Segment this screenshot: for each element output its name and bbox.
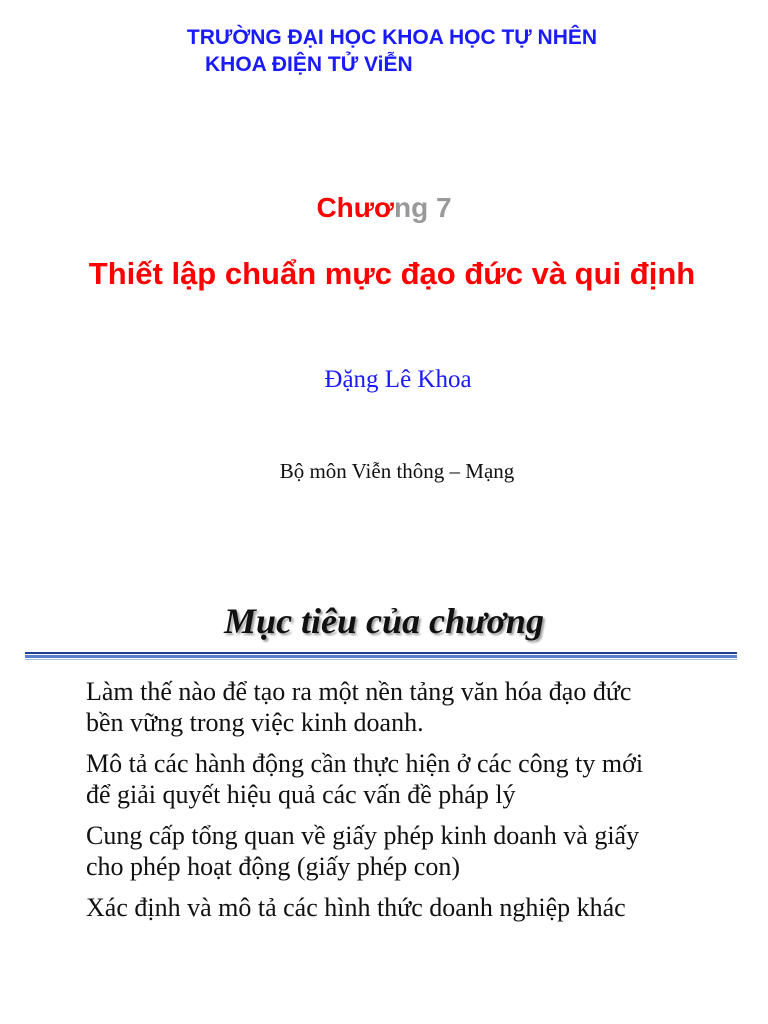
list-item-line: Mô tả các hành động cần thực hiện ở các công ty mới <box>86 749 644 778</box>
chapter-heading-part-a: Chươ <box>316 192 394 223</box>
list-item-line: Làm thế nào để tạo ra một nền tảng văn hóa đạo đức <box>86 677 632 706</box>
faculty-name: KHOA ĐIỆN TỬ ViỄN <box>205 53 413 76</box>
list-item-line: Cung cấp tổng quan về giấy phép kinh doanh và giấy <box>86 821 640 850</box>
university-name: TRƯỜNG ĐẠI HỌC KHOA HỌC TỰ NHÊN <box>186 26 598 49</box>
list-item-line: để giải quyết hiệu quả các vấn đề pháp lý <box>86 780 516 809</box>
title-divider <box>25 652 737 660</box>
list-item <box>86 676 746 738</box>
objectives-list <box>86 676 746 933</box>
list-item <box>86 820 746 882</box>
chapter-heading-part-b: ng 7 <box>393 192 452 223</box>
objectives-title: Mục tiêu của chương <box>224 601 544 641</box>
main-title: Thiết lập chuẩn mực đạo đức và qui định <box>88 256 696 291</box>
list-item <box>86 748 746 810</box>
list-item-line: Xác định và mô tả các hình thức doanh nghiệp khác <box>86 893 626 922</box>
author-name: Đặng Lê Khoa <box>324 366 472 393</box>
list-item <box>86 892 746 923</box>
chapter-heading <box>0 192 768 224</box>
department-name: Bộ môn Viễn thông – Mạng <box>279 459 515 483</box>
list-item-line: cho phép hoạt động (giấy phép con) <box>86 852 461 881</box>
list-item-line: bền vững trong việc kinh doanh. <box>86 708 424 737</box>
